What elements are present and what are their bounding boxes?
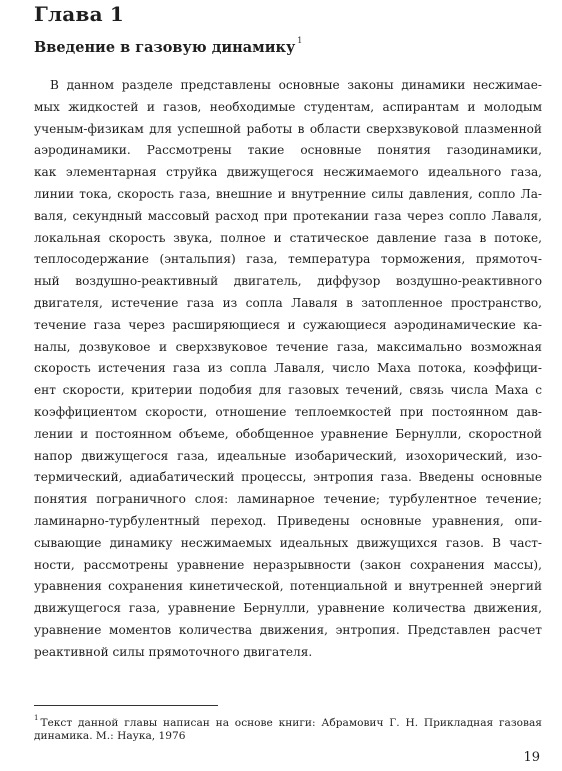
text-line: аэродинамики. Рассмотрены такие основные понятия газодинамики,: [34, 143, 542, 158]
text-line: ламинарно-турбулентный переход. Приведены основные уравнения, опи-: [34, 513, 542, 528]
footnote: [34, 710, 542, 745]
text-line: ный воздушно-реактивный двигатель, диффузор воздушно-реактивного: [34, 274, 542, 289]
text-line: ученым-физикам для успешной работы в области сверхзвуковой плазменной: [34, 121, 542, 136]
footnote-line: [34, 710, 542, 728]
text-line: понятия пограничного слоя: ламинарное течение; турбулентное течение;: [34, 492, 542, 507]
page-number: 19: [523, 750, 540, 765]
text-line: уравнения сохранения кинетической, потенциальной и внутренней энергий: [34, 579, 542, 594]
section-title: Введение в газовую динамику: [34, 39, 296, 56]
footnote-line: динамика. М.: Наука, 1976: [34, 729, 186, 742]
text-line: уравнение моментов количества движения, энтропия. Представлен расчет: [34, 622, 542, 637]
footnote-mark: 1: [34, 714, 39, 722]
text-line: теплосодержание (энтальпия) газа, температура торможения, прямоточ-: [34, 252, 542, 267]
chapter-title: Глава 1: [34, 2, 125, 26]
text-line: ности, рассмотрены уравнение неразрывности (закон сохранения массы),: [34, 557, 542, 572]
text-line: В данном разделе представлены основные законы динамики несжимае-: [50, 78, 542, 92]
footnote-text: Текст данной главы написан на основе книги: Абрамович Г. Н. Прикладная газовая: [40, 717, 542, 728]
body-paragraph: [34, 75, 542, 664]
text-line: двигателя, истечение газа из сопла Лаваля в затопленное пространство,: [34, 295, 542, 310]
text-line: валя, секундный массовый расход при протекании газа через сопло Лаваля,: [34, 208, 542, 223]
text-line: налы, дозвуковое и сверхзвуковое течение газа, максимально возможная: [34, 339, 542, 354]
text-line: течение газа через расширяющиеся и сужающиеся аэродинамические ка-: [34, 317, 542, 332]
text-line: реактивной силы прямоточного двигателя.: [34, 644, 313, 659]
section-footnote-mark: 1: [297, 36, 303, 45]
text-line: напор движущегося газа, идеальные изобарический, изохорический, изо-: [34, 448, 542, 463]
text-line: линии тока, скорость газа, внешние и внутренние силы давления, сопло Ла-: [34, 186, 542, 201]
text-line: локальная скорость звука, полное и статическое давление газа в потоке,: [34, 230, 542, 245]
text-line: скорость истечения газа из сопла Лаваля, число Маха потока, коэффици-: [34, 361, 542, 376]
text-line: мых жидкостей и газов, необходимые студентам, аспирантам и молодым: [34, 99, 542, 114]
text-line: движущегося газа, уравнение Бернулли, уравнение количества движения,: [34, 601, 542, 616]
text-line: коэффициентом скорости, отношение теплоемкостей при постоянном дав-: [34, 404, 542, 419]
section-heading: [34, 36, 302, 56]
text-line: лении и постоянном объеме, обобщенное уравнение Бернулли, скоростной: [34, 426, 542, 441]
footnote-rule: [34, 705, 218, 706]
text-line: сывающие динамику несжимаемых идеальных движущихся газов. В част-: [34, 535, 542, 550]
text-line: термический, адиабатический процессы, энтропия газа. Введены основные: [34, 470, 542, 485]
text-line: ент скорости, критерии подобия для газовых течений, связь числа Маха с: [34, 383, 542, 398]
text-line: как элементарная струйка движущегося несжимаемого идеального газа,: [34, 165, 542, 180]
